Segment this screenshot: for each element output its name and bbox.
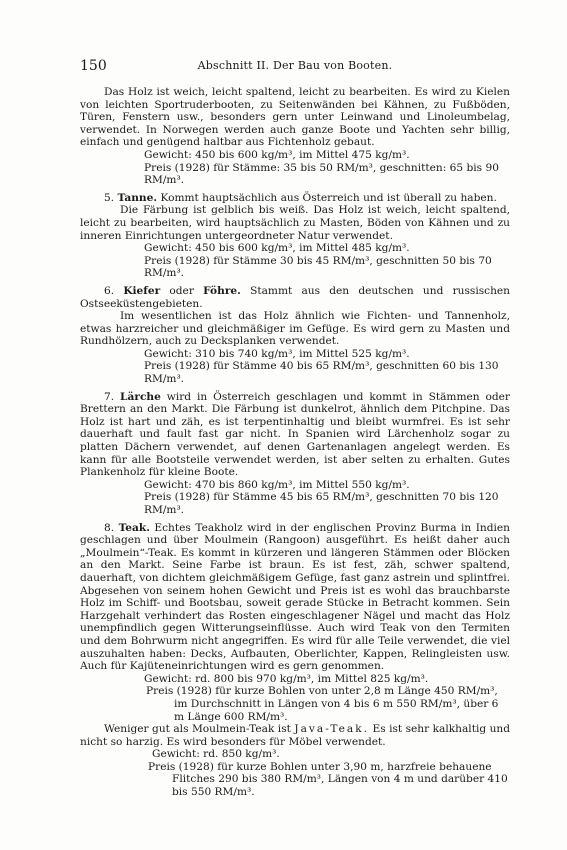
section-number: 8. [104, 521, 115, 534]
java-term: Java-Teak. [294, 723, 370, 736]
section-term: Teak. [118, 521, 150, 534]
weight-line: Gewicht: 310 bis 740 kg/m³, im Mittel 525 kg/m³. [144, 347, 410, 360]
java-text: Es ist sehr kalkhaltig und nicht so harzig. Es wird besonders für Möbel verwendet. [80, 723, 510, 748]
weight-line: Gewicht: 470 bis 860 kg/m³, im Mittel 550 kg/m³. [144, 478, 410, 491]
section-text: wird in Österreich geschlagen und kommt in Stämmen oder Brettern an den Markt. Die Färbung ist dunkelrot, ähnlich dem Pitchpine. Das Holz ist hart und zäh, es ist terpentinhaltig und bleibt wurmfrei. Es ist sehr dauerhaft und fault fast gar nicht. In Spanien wird Lärchenholz sogar zu platten Dächern verwendet, auf denen Gartenanlagen angelegt werden. Es kann für alle Bootsteile verwendet werden, ist aber selten zu erhalten. Gutes Plankenholz für kleine Boote. [80, 390, 510, 479]
section-term-alt: Föhre. [203, 284, 241, 297]
section-7-paragraph [80, 391, 510, 479]
page-number: 150 [80, 58, 107, 74]
page-header [80, 58, 510, 76]
section-6-heading [80, 285, 510, 310]
section-term: Tanne. [117, 191, 158, 204]
section-number: 7. [104, 390, 115, 403]
section-connector: oder [160, 284, 204, 297]
section-number: 5. [104, 191, 115, 204]
running-title: Abschnitt II. Der Bau von Booten. [197, 59, 393, 72]
section-text: Stammt aus den deutschen und russischen Ostseeküstengebieten. [80, 284, 511, 310]
java-lead: Weniger gut als Moulmein-Teak ist [104, 723, 295, 736]
price-line: Preis (1928) für Stämme: 35 bis 50 RM/m³, geschnitten: 65 bis 90 RM/m³. [144, 161, 499, 187]
paragraph-java-teak [80, 723, 510, 748]
page-body [80, 86, 510, 799]
price-line: Preis (1928) für kurze Bohlen unter 3,90 m, harzfreie behauene Flitches 290 bis 380 RM/m³, Längen von 4 m und darüber 410 bis 550 RM/m³. [148, 760, 508, 799]
section-term: Kiefer [123, 284, 161, 297]
price-line: Preis (1928) für kurze Bohlen von unter 2,8 m Länge 450 RM/m³, im Durchschnitt in Längen von 4 bis 6 m 550 RM/m³, über 6 m Länge 600 RM/m³. [146, 685, 499, 723]
price-line: Preis (1928) für Stämme 45 bis 65 RM/m³, geschnitten 70 bis 120 RM/m³. [144, 491, 499, 516]
section-term: Lärche [120, 390, 161, 403]
paragraph-pine-properties: Im wesentlichen ist das Holz ähnlich wie Fichten- und Tannenholz, etwas harzreicher und gleichmäßiger im Gefüge. Es wird gern zu Masten und Rundhölzern, auch zu Decksplanken verwendet. [80, 310, 510, 348]
weight-line: Gewicht: 450 bis 600 kg/m³, im Mittel 475 kg/m³. [144, 148, 410, 161]
price-line: Preis (1928) für Stämme 30 bis 45 RM/m³, geschnitten 50 bis 70 RM/m³. [144, 254, 492, 280]
weight-line: Gewicht: rd. 850 kg/m³. [152, 748, 280, 761]
weight-line: Gewicht: 450 bis 600 kg/m³, im Mittel 485 kg/m³. [144, 242, 410, 255]
section-text: Kommt hauptsächlich aus Österreich und ist überall zu haben. [160, 191, 497, 204]
weight-line: Gewicht: rd. 800 bis 970 kg/m³, im Mittel 825 kg/m³. [144, 672, 429, 685]
section-number: 6. [104, 284, 115, 297]
section-5-heading [80, 192, 510, 205]
section-text: Echtes Teakholz wird in der englischen Provinz Burma in Indien geschlagen und über Moulmein (Rangoon) ausgeführt. Es heißt daher auch „Moulmein“-Teak. Es kommt in kürzeren und längeren Stämmen oder Blöcken an den Markt. Seine Farbe ist braun. Es ist fest, zäh, schwer spaltend, dauerhaft, von dichtem gleichmäßigem Gefüge, fast ganz astrein und splintfrei. Abgesehen von seinem hohen Gewicht und Preis ist es wohl das brauchbarste Holz im Schiff- und Bootsbau, soweit gerade Stücke in Betracht kommen. Sein Harzgehalt verhindert das Rosten eingeschlagener Nägel und macht das Holz unempfindlich gegen Witterungseinflüsse. Auch wird Teak von den Termiten und dem Bohrwurm nicht angegriffen. Es wird für alle Teile verwendet, die viel auszuhalten haben: Decks, Aufbauten, Oberlichter, Kappen, Relingleisten usw. Auch für Kajüteneinrichtungen wird es gern genommen. [80, 521, 510, 673]
section-8-paragraph [80, 522, 510, 673]
price-line: Preis (1928) für Stämme 40 bis 65 RM/m³, geschnitten 60 bis 130 RM/m³. [144, 360, 499, 386]
paragraph-spruce-usage: Das Holz ist weich, leicht spaltend, leicht zu bearbeiten. Es wird zu Kielen von leichten Sportruderbooten, zu Seitenwänden bei Kähnen, zu Fußböden, Türen, Fenstern usw., besonders gern unter Leinwand und Linoleumbelag, verwendet. In Norwegen werden auch ganze Boote und Yachten sehr billig, einfach und genügend haltbar aus Fichtenholz gebaut. [80, 86, 510, 149]
paragraph-fir-properties: Die Färbung ist gelblich bis weiß. Das Holz ist weich, leicht spaltend, leicht zu bearbeiten, wird hauptsächlich zu Masten, Böden von Kähnen und zu inneren Einrichtungen untergeordneter Natur verwendet. [80, 204, 510, 242]
